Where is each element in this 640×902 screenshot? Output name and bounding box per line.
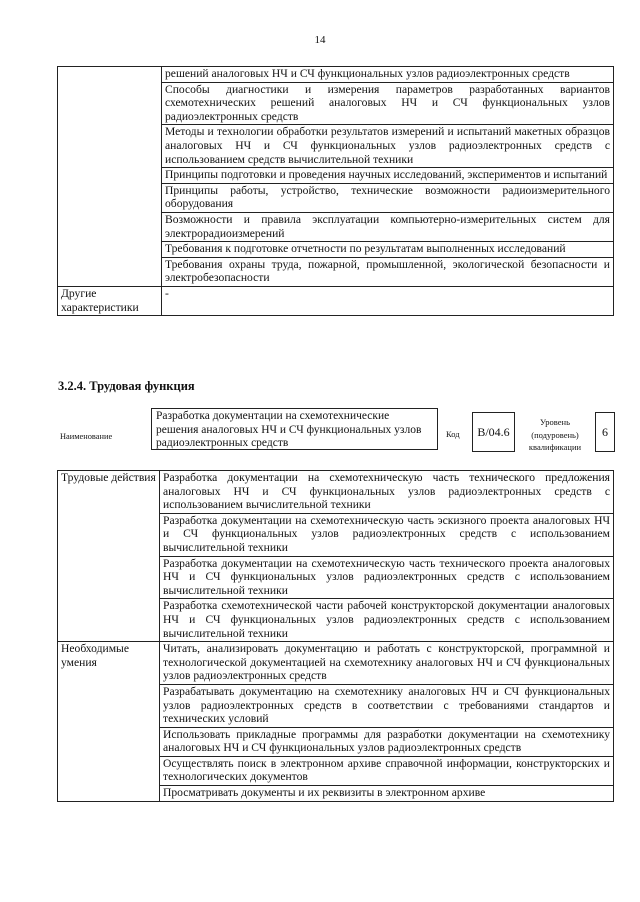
table-row: [58, 286, 614, 315]
table-row: [58, 471, 614, 514]
knowledge-item: Требования к подготовке отчетности по результатам выполненных исследований: [162, 242, 614, 258]
labor-actions-label: Трудовые действия: [58, 471, 160, 642]
knowledge-item: Методы и технологии обработки результатов измерений и испытаний макетных образцов аналоговых НЧ и СЧ функциональных узлов радиоэлектронных средств с использованием средств вычислительной техники: [162, 125, 614, 168]
other-characteristics-label: Другие характеристики: [58, 286, 162, 315]
table-row: [58, 642, 614, 685]
knowledge-item: Способы диагностики и измерения параметров разработанных вариантов схемотехнических решений аналоговых НЧ и СЧ функциональных узлов радиоэлектронных средств: [162, 82, 614, 125]
code-value: B/04.6: [472, 412, 515, 452]
table-row: [58, 67, 614, 83]
row-label-cell: [58, 67, 162, 287]
labor-action-item: Разработка документации на схемотехническую часть технического предложения аналоговых НЧ и СЧ функциональных узлов радиоэлектронных средств с использованием вычислительной техники: [160, 471, 614, 514]
knowledge-item: Требования охраны труда, пожарной, промышленной, экологической безопасности и электробезопасности: [162, 257, 614, 286]
skill-item: Разрабатывать документацию на схемотехнику аналоговых НЧ и СЧ функциональных узлов радиоэлектронных средств в соответствии с требованиями стандартов и технических условий: [160, 684, 614, 727]
knowledge-item: Принципы работы, устройство, технические возможности радиоизмерительного оборудования: [162, 183, 614, 212]
knowledge-item: решений аналоговых НЧ и СЧ функциональных узлов радиоэлектронных средств: [162, 67, 614, 83]
knowledge-table: [57, 66, 614, 316]
labor-action-item: Разработка документации на схемотехническую часть технического проекта аналоговых НЧ и СЧ функциональных узлов радиоэлектронных средств с использованием вычислительной техники: [160, 556, 614, 599]
function-table: [57, 470, 614, 802]
knowledge-item: Принципы подготовки и проведения научных исследований, экспериментов и испытаний: [162, 168, 614, 184]
skill-item: Использовать прикладные программы для разработки документации на схемотехнику аналоговых НЧ и СЧ функциональных узлов радиоэлектронных средств: [160, 727, 614, 756]
labor-action-item: Разработка документации на схемотехническую часть эскизного проекта аналоговых НЧ и СЧ функциональных узлов радиоэлектронных средств с использованием вычислительной техники: [160, 513, 614, 556]
required-skills-label: Необходимые умения: [58, 642, 160, 802]
qualification-level-label: Уровень (подуровень) квалификации: [528, 417, 582, 452]
function-name: Разработка документации на схемотехнические решения аналоговых НЧ и СЧ функциональных узлов радиоэлектронных средств: [151, 408, 438, 450]
skill-item: Просматривать документы и их реквизиты в электронном архиве: [160, 786, 614, 802]
other-characteristics-value: -: [162, 286, 614, 315]
skill-item: Читать, анализировать документацию и работать с конструкторской, программной и технологической документацией на схемотехнику аналоговых НЧ и СЧ функциональных узлов радиоэлектронных средств: [160, 642, 614, 685]
skill-item: Осуществлять поиск в электронном архиве справочной информации, конструкторских и технологических документов: [160, 756, 614, 785]
page-number: 14: [314, 34, 326, 46]
labor-action-item: Разработка схемотехнической части рабочей конструкторской документации аналоговых НЧ и СЧ функциональных узлов радиоэлектронных средств с использованием вычислительной техники: [160, 599, 614, 642]
code-label: Код: [446, 429, 460, 439]
qualification-level-value: 6: [595, 412, 615, 452]
section-title: 3.2.4. Трудовая функция: [58, 379, 195, 393]
knowledge-item: Возможности и правила эксплуатации компьютерно-измерительных систем для электрорадиоизмерений: [162, 212, 614, 241]
function-name-label: Наименование: [60, 432, 113, 441]
